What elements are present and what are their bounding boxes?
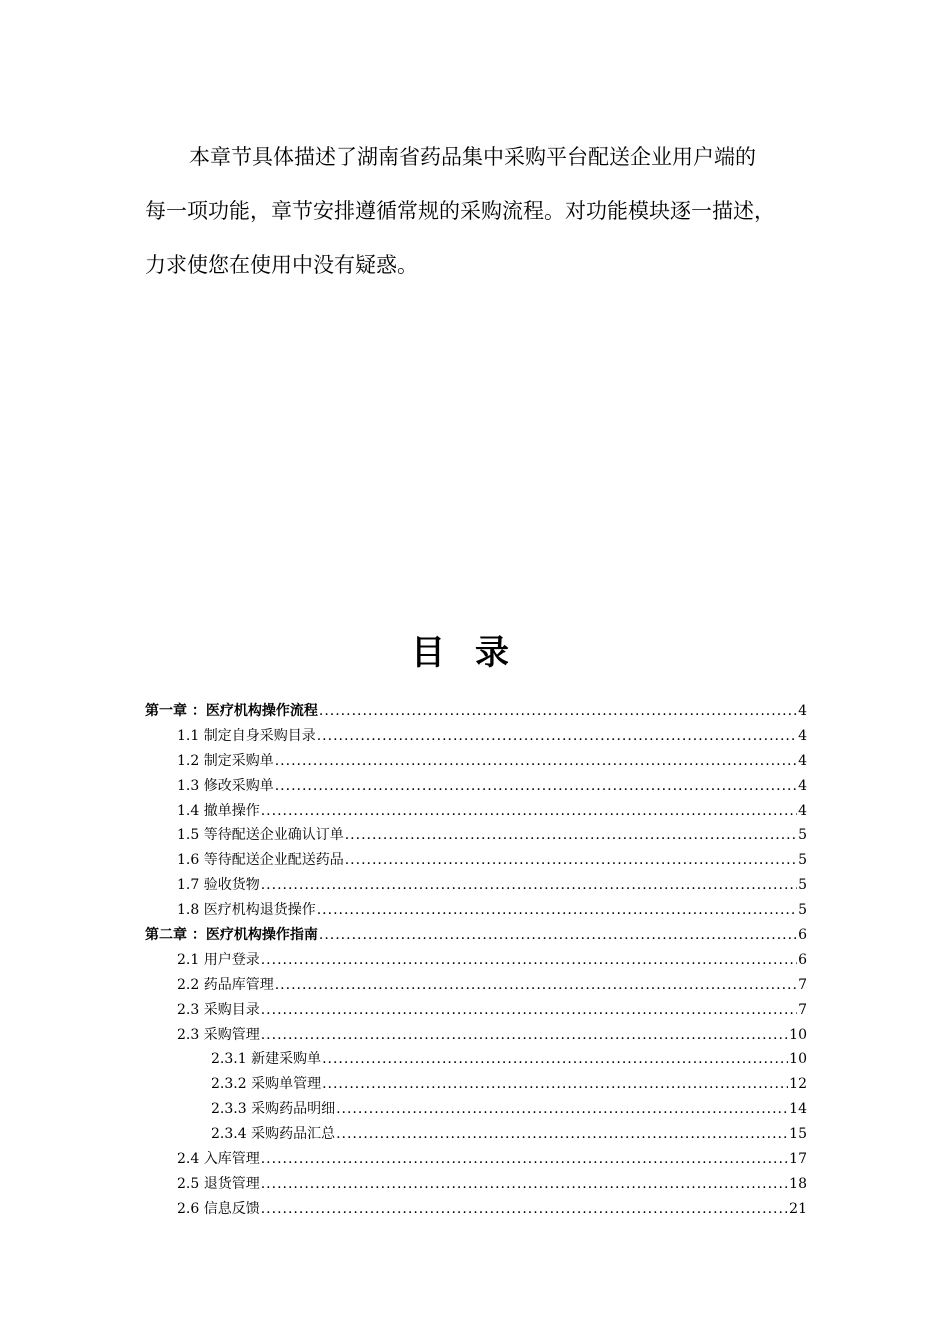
toc-dot-leader (345, 848, 797, 873)
toc-entry-2-3-3[interactable] (145, 1097, 807, 1122)
toc-entry-label: 2.3.1 新建采购单 (211, 1051, 322, 1068)
toc-entry-label: 2.5 退货管理 (177, 1175, 260, 1192)
toc-dot-leader (275, 749, 797, 774)
toc-entry-label: 1.1 制定自身采购目录 (177, 727, 316, 744)
toc-dot-leader (336, 1097, 788, 1122)
toc-entry-1-1[interactable] (145, 724, 807, 749)
toc-page-number: 4 (798, 752, 807, 769)
toc-entry-label: 1.2 制定采购单 (177, 752, 274, 769)
intro-line: 每一项功能，章节安排遵循常规的采购流程。对功能模块逐一描述， (145, 199, 775, 223)
toc-page-number: 6 (798, 951, 807, 968)
toc-entry-2-3-purchase[interactable] (145, 1023, 807, 1048)
toc-dot-leader (345, 823, 797, 848)
toc-dot-leader (261, 1197, 788, 1222)
intro-paragraph (145, 130, 825, 292)
toc-dot-leader (261, 1023, 788, 1048)
toc-page-number: 12 (789, 1076, 807, 1093)
toc-page-number: 5 (798, 852, 807, 869)
toc-page-number: 5 (798, 827, 807, 844)
toc-entry-label: 2.1 用户登录 (177, 951, 260, 968)
toc-dot-leader (319, 923, 797, 948)
intro-line: 本章节具体描述了湖南省药品集中采购平台配送企业用户端的 (189, 145, 756, 169)
toc-entry-chapter-2[interactable] (145, 923, 807, 948)
toc-entry-2-6[interactable] (145, 1197, 807, 1222)
toc-page-number: 7 (798, 976, 807, 993)
toc-entry-2-3[interactable] (145, 998, 807, 1023)
toc-page-number: 14 (789, 1101, 807, 1118)
toc-entry-label: 1.8 医疗机构退货操作 (177, 902, 316, 919)
toc-entry-label: 第一章 ：医疗机构操作流程 (145, 703, 318, 719)
toc-page-number: 10 (789, 1026, 807, 1043)
toc-page-number: 4 (798, 802, 807, 819)
toc-entry-label: 2.3.4 采购药品汇总 (211, 1126, 336, 1143)
toc-dot-leader (275, 774, 797, 799)
toc-entry-1-6[interactable] (145, 848, 807, 873)
toc-entry-1-3[interactable] (145, 774, 807, 799)
toc-entry-label: 1.4 撤单操作 (177, 802, 260, 819)
toc-page-number: 17 (789, 1151, 807, 1168)
toc-page-number: 10 (789, 1051, 807, 1068)
toc-entry-label: 1.6 等待配送企业配送药品 (177, 852, 344, 869)
toc-dot-leader (261, 873, 797, 898)
toc-dot-leader (319, 699, 797, 724)
toc-dot-leader (322, 1047, 788, 1072)
toc-entry-label: 1.5 等待配送企业确认订单 (177, 827, 344, 844)
toc-title: 目录 (411, 633, 539, 673)
toc-page-number: 5 (798, 902, 807, 919)
toc-entry-2-5[interactable] (145, 1172, 807, 1197)
toc-entry-label: 2.4 入库管理 (177, 1151, 260, 1168)
toc-entry-label: 2.2 药品库管理 (177, 976, 274, 993)
toc-entry-label: 2.3.3 采购药品明细 (211, 1101, 336, 1118)
toc-dot-leader (336, 1122, 788, 1147)
toc-dot-leader (322, 1072, 788, 1097)
toc-dot-leader (261, 1172, 788, 1197)
toc-dot-leader (261, 948, 797, 973)
toc-page-number: 21 (789, 1200, 807, 1217)
toc-dot-leader (261, 1147, 788, 1172)
toc-entry-label: 2.3 采购管理 (177, 1026, 260, 1043)
toc-dot-leader (317, 724, 797, 749)
toc-entry-2-2[interactable] (145, 973, 807, 998)
toc-entry-label: 1.7 验收货物 (177, 877, 260, 894)
toc-dot-leader (317, 898, 797, 923)
toc-dot-leader (275, 973, 797, 998)
toc-page-number: 15 (789, 1126, 807, 1143)
toc-entry-1-2[interactable] (145, 749, 807, 774)
toc-page-number: 4 (798, 727, 807, 744)
table-of-contents (145, 699, 807, 1222)
toc-dot-leader (261, 998, 797, 1023)
toc-entry-1-4[interactable] (145, 799, 807, 824)
toc-entry-label: 2.6 信息反馈 (177, 1200, 260, 1217)
toc-page-number: 18 (789, 1175, 807, 1192)
toc-page-number: 4 (798, 777, 807, 794)
toc-entry-chapter-1[interactable] (145, 699, 807, 724)
toc-entry-2-3-2[interactable] (145, 1072, 807, 1097)
toc-entry-label: 2.3 采购目录 (177, 1001, 260, 1018)
toc-entry-label: 1.3 修改采购单 (177, 777, 274, 794)
toc-page-number: 6 (798, 927, 807, 944)
toc-entry-2-1[interactable] (145, 948, 807, 973)
toc-dot-leader (261, 799, 797, 824)
toc-entry-2-3-1[interactable] (145, 1047, 807, 1072)
toc-entry-label: 第二章 ：医疗机构操作指南 (145, 927, 318, 944)
toc-page-number: 5 (798, 877, 807, 894)
toc-entry-1-8[interactable] (145, 898, 807, 923)
toc-page-number: 7 (798, 1001, 807, 1018)
intro-line: 力求使您在使用中没有疑惑。 (145, 253, 418, 277)
toc-page-number: 4 (798, 703, 807, 719)
toc-entry-2-4[interactable] (145, 1147, 807, 1172)
toc-entry-1-5[interactable] (145, 823, 807, 848)
toc-entry-2-3-4[interactable] (145, 1122, 807, 1147)
toc-entry-1-7[interactable] (145, 873, 807, 898)
toc-entry-label: 2.3.2 采购单管理 (211, 1076, 322, 1093)
